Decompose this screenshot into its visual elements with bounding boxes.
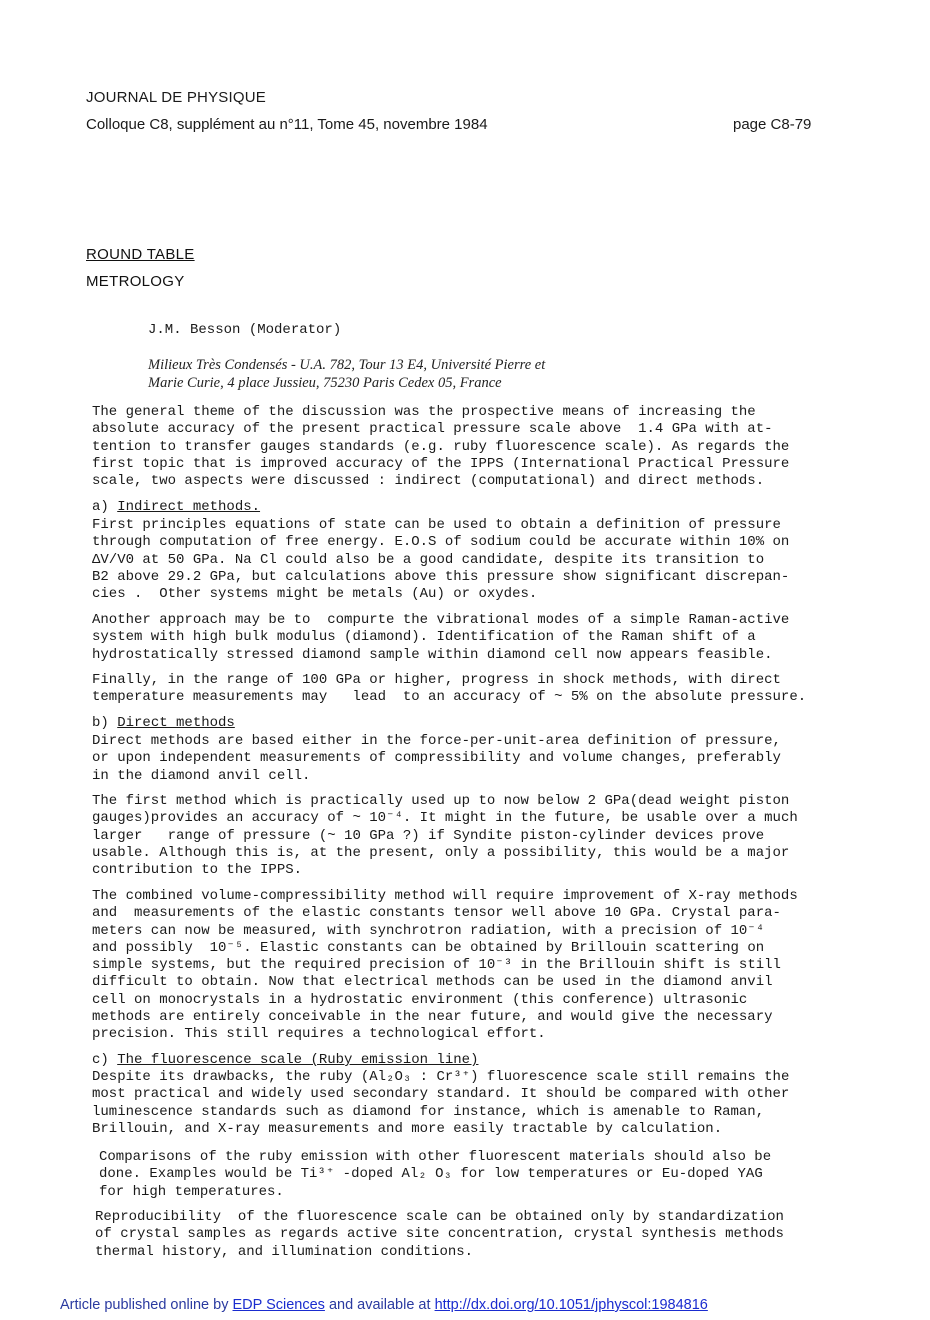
footer-middle: and available at <box>324 1297 435 1313</box>
affiliation-line-2: Marie Curie, 4 place Jussieu, 75230 Paris Cedex 05, France <box>148 375 502 391</box>
affiliation-line-1: Milieux Très Condensés - U.A. 782, Tour 13 E4, Université Pierre et <box>148 357 546 373</box>
section-b-paragraph-2: The first method which is practically used up to now below 2 GPa(dead weight piston gauges)provides an accuracy of ~ 10⁻⁴. It might in the future, be usable over a much larger range of pressure (~ 10 GPa ?) if Syndite piston-cylinder devices prove usable. Although this is, at the present, only a possibility, this would be a major contribution to the IPPS. <box>92 793 798 879</box>
section-b-label: b) <box>92 715 118 731</box>
section-c-title: The fluorescence scale (Ruby emission line) <box>117 1052 479 1068</box>
section-subtitle: METROLOGY <box>86 273 185 290</box>
section-a-paragraph-1: First principles equations of state can be used to obtain a definition of pressure through computation of free energy. E.O.S of sodium could be accurate within 10% on ΔV/V0 at 50 GPa. Na Cl could also be a good candidate, despite its transition to B2 above 29.2 GPa, but calculations above this pressure show significant discrepan- cies . Other systems might be metals (Au) or oxydes. <box>92 517 790 603</box>
journal-issue: Colloque C8, supplément au n°11, Tome 45, novembre 1984 <box>86 116 488 133</box>
section-c-paragraph-3: Reproducibility of the fluorescence scale can be obtained only by standardization of crystal samples as regards active site concentration, crystal synthesis methods thermal history, and illumination conditions. <box>95 1209 784 1260</box>
intro-paragraph: The general theme of the discussion was the prospective means of increasing the absolute accuracy of the present practical pressure scale above 1.4 GPa with at- tention to transfer gauges standards (e.g. ruby fluorescence scale). As regards the first topic that is improved accuracy of the IPPS (International Practical Pressure scale, two aspects were discussed : indirect (computational) and direct methods. <box>92 404 790 490</box>
section-c-heading <box>92 1052 478 1069</box>
author: J.M. Besson (Moderator) <box>148 322 342 338</box>
section-a-heading <box>92 499 260 516</box>
section-a-paragraph-3: Finally, in the range of 100 GPa or higher, progress in shock methods, with direct temperature measurements may lead to an accuracy of ~ 5% on the absolute pressure. <box>92 672 807 706</box>
section-title: ROUND TABLE <box>86 246 195 263</box>
section-c-label: c) <box>92 1052 118 1068</box>
journal-title: JOURNAL DE PHYSIQUE <box>86 89 266 106</box>
footer-prefix: Article published online by <box>60 1297 233 1313</box>
publisher-link[interactable]: EDP Sciences <box>232 1297 325 1313</box>
affiliation <box>148 356 788 392</box>
page-number: page C8-79 <box>733 116 812 133</box>
section-b-title: Direct methods <box>117 715 235 731</box>
section-a-title: Indirect methods. <box>117 499 261 515</box>
section-b-heading <box>92 715 235 732</box>
section-c-paragraph-2: Comparisons of the ruby emission with other fluorescent materials should also be done. Examples would be Ti³⁺ -doped Al₂ O₃ for low temperatures or Eu-doped YAG for high temperatures. <box>99 1149 772 1200</box>
section-a-label: a) <box>92 499 118 515</box>
section-a-paragraph-2: Another approach may be to compurte the vibrational modes of a simple Raman-active system with high bulk modulus (diamond). Identification of the Raman shift of a hydrostatically stressed diamond sample within diamond cell now appears feasible. <box>92 612 790 663</box>
section-c-paragraph-1: Despite its drawbacks, the ruby (Al₂O₃ : Cr³⁺) fluorescence scale still remains the most practical and widely used secondary standard. It should be compared with other luminescence standards such as diamond for instance, which is amenable to Raman, Brillouin, and X-ray measurements and more easily tractable by calculation. <box>92 1069 790 1137</box>
section-b-paragraph-3: The combined volume-compressibility method will require improvement of X-ray methods and measurements of the elastic constants tensor well above 10 GPa. Crystal para- meters can now be measured, with synchrotron radiation, with a precision of 10⁻⁴ and possibly 10⁻⁵. Elastic constants can be obtained by Brillouin scattering on simple systems, but the required precision of 10⁻³ in the Brillouin shift is still difficult to obtain. Now that electrical methods can be used in the diamond anvil cell on monocrystals in a hydrostatic environment (this conference) ultrasonic methods are entirely conceivable in the near future, and would give the necessary precision. This still requires a technological effort. <box>92 888 798 1043</box>
footer <box>60 1297 708 1313</box>
section-b-paragraph-1: Direct methods are based either in the force-per-unit-area definition of pressure, or upon independent measurements of compressibility and volume changes, preferably in the diamond anvil cell. <box>92 733 781 784</box>
doi-link[interactable]: http://dx.doi.org/10.1051/jphyscol:1984816 <box>434 1297 708 1313</box>
